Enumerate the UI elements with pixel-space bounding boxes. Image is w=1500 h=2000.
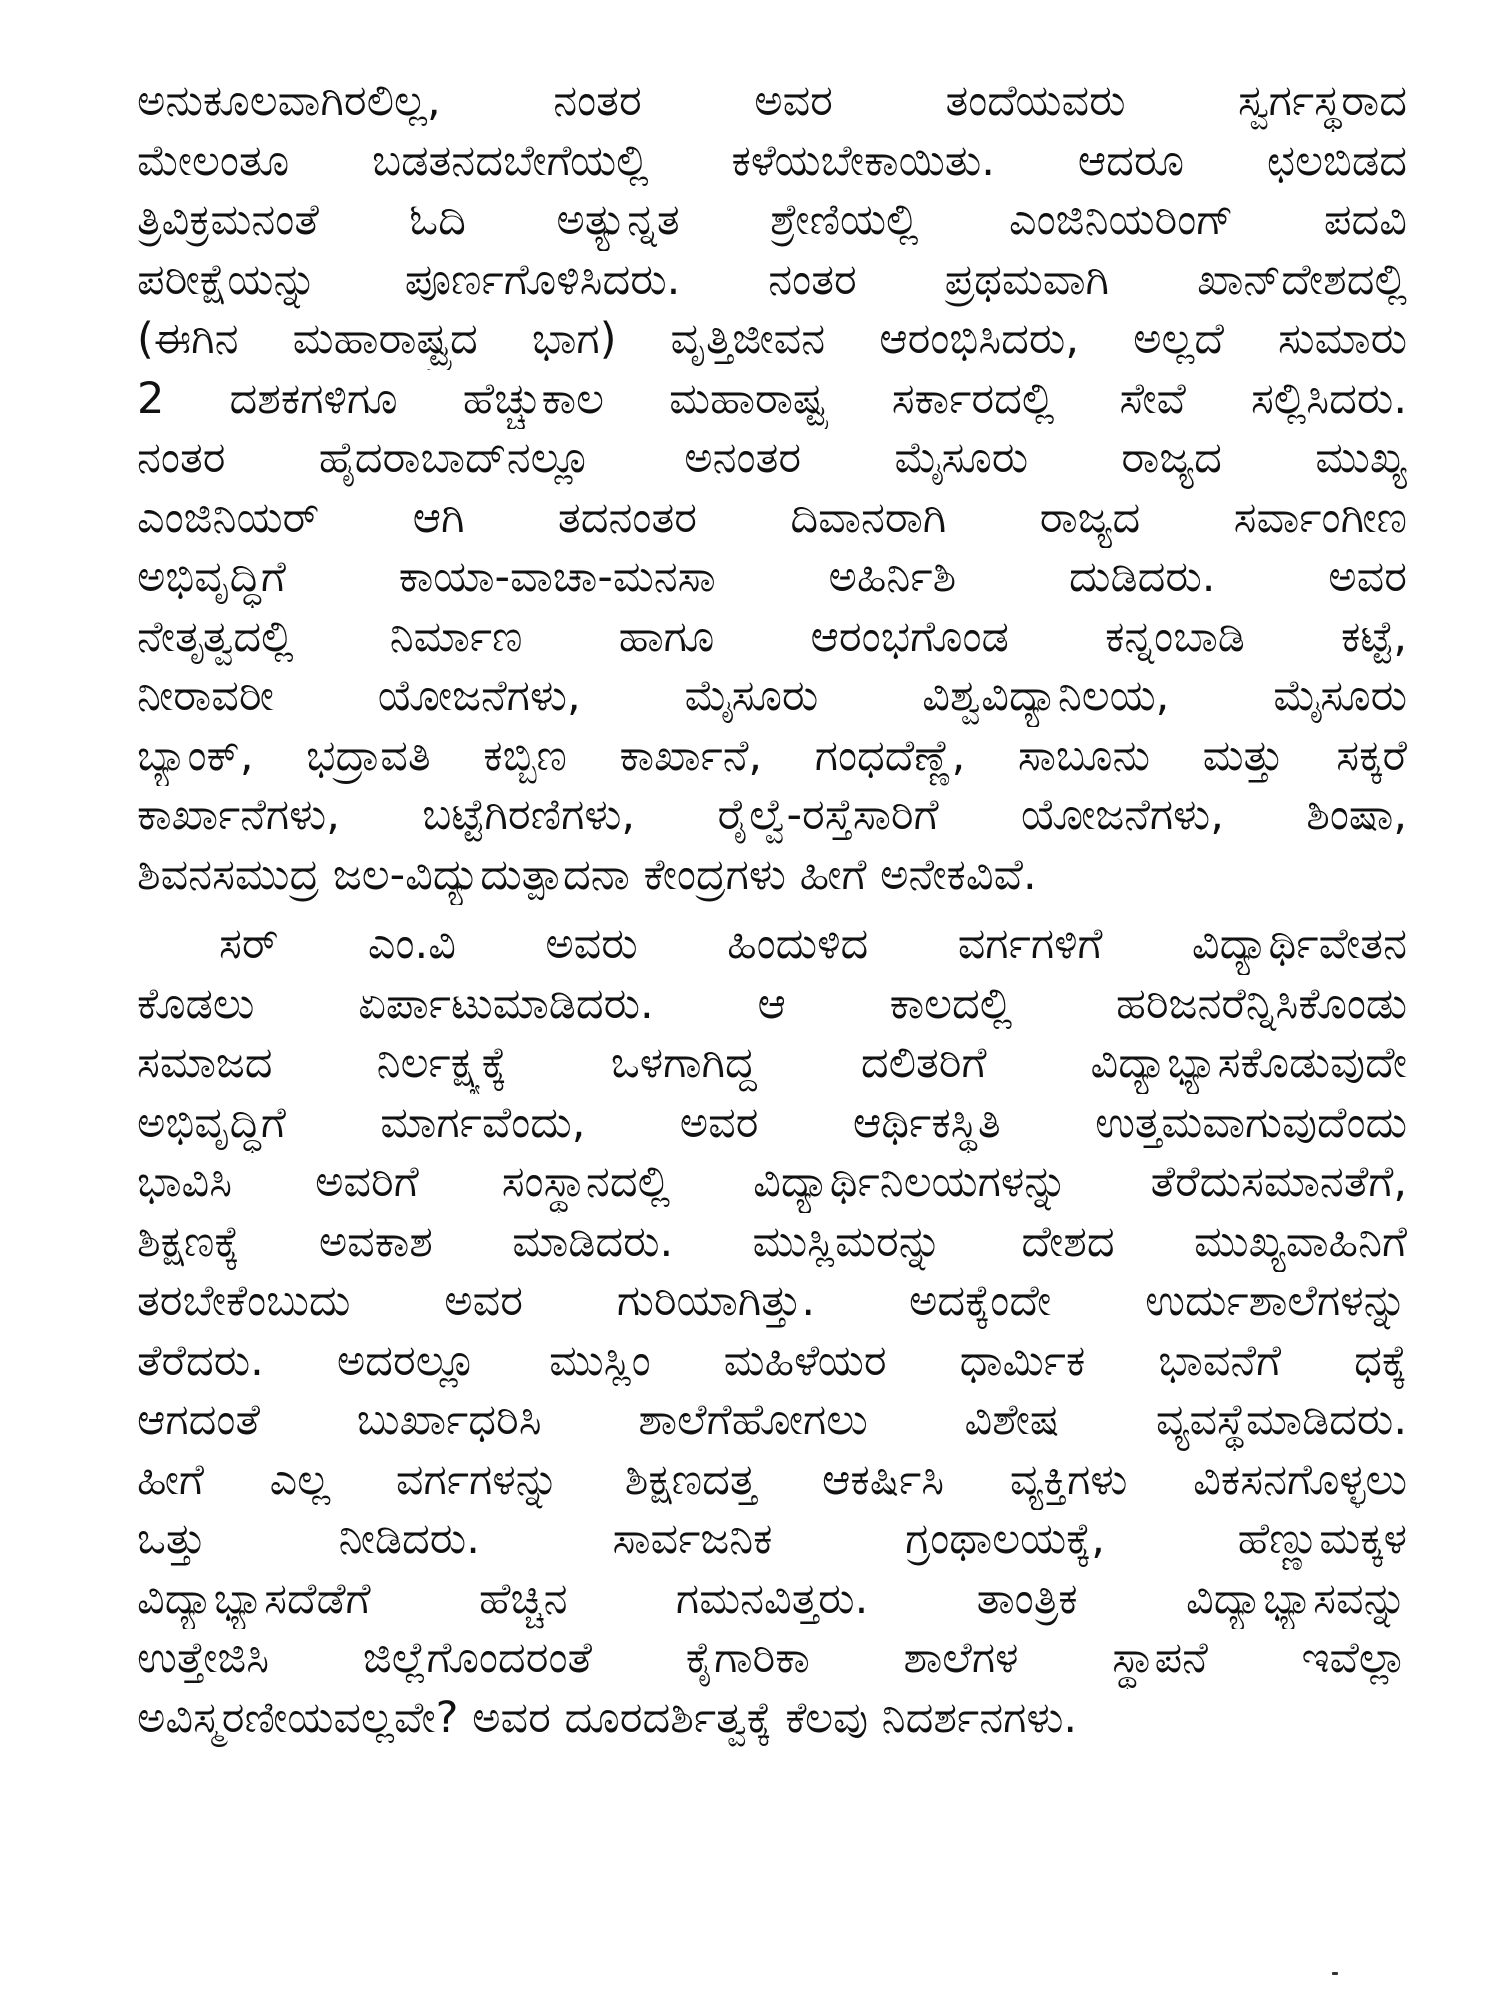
body-text — [137, 72, 1407, 1748]
text-line: ಪರೀಕ್ಷೆಯನ್ನು ಪೂರ್ಣಗೊಳಿಸಿದರು. ನಂತರ ಪ್ರಥಮವಾಗಿ ಖಾನ್‌ದೇಶದಲ್ಲಿ — [137, 254, 1407, 305]
text-line: ತ್ರಿವಿಕ್ರಮನಂತೆ ಓದಿ ಅತ್ಯುನ್ನತ ಶ್ರೇಣಿಯಲ್ಲಿ ಎಂಜಿನಿಯರಿಂಗ್ ಪದವಿ — [137, 195, 1407, 245]
paragraph-gap — [137, 905, 1407, 915]
text-line: ವಿದ್ಯಾಭ್ಯಾಸದೆಡೆಗೆ ಹೆಚ್ಚಿನ ಗಮನವಿತ್ತರು. ತಾಂತ್ರಿಕ ವಿದ್ಯಾಭ್ಯಾಸವನ್ನು — [137, 1573, 1407, 1624]
text-line: ಮೇಲಂತೂ ಬಡತನದಬೇಗೆಯಲ್ಲಿ ಕಳೆಯಬೇಕಾಯಿತು. ಆದರೂ ಛಲಬಿಡದ — [137, 135, 1407, 186]
text-line: ಎಂಜಿನಿಯರ್ ಆಗಿ ತದನಂತರ ದಿವಾನರಾಗಿ ರಾಜ್ಯದ ಸರ್ವಾಂಗೀಣ — [137, 492, 1407, 543]
text-line: ತರಬೇಕೆಂಬುದು ಅವರ ಗುರಿಯಾಗಿತ್ತು. ಅದಕ್ಕೆಂದೇ ಉರ್ದುಶಾಲೆಗಳನ್ನು — [137, 1276, 1407, 1326]
text-line: ತೆರೆದರು. ಅದರಲ್ಲೂ ಮುಸ್ಲಿಂ ಮಹಿಳೆಯರ ಧಾರ್ಮಿಕ ಭಾವನೆಗೆ ಧಕ್ಕೆ — [137, 1335, 1407, 1386]
text-line: ಆಗದಂತೆ ಬುರ್ಖಾಧರಿಸಿ ಶಾಲೆಗೆಹೋಗಲು ವಿಶೇಷ ವ್ಯವಸ್ಥೆಮಾಡಿದರು. — [137, 1395, 1407, 1445]
text-line: ಅಭಿವೃದ್ಧಿಗೆ ಮಾರ್ಗವೆಂದು, ಅವರ ಆರ್ಥಿಕಸ್ಥಿತಿ ಉತ್ತಮವಾಗುವುದೆಂದು — [137, 1097, 1407, 1148]
text-line: ಶಿವನಸಮುದ್ರ ಜಲ-ವಿದ್ಯುದುತ್ಪಾದನಾ ಕೇಂದ್ರಗಳು ಹೀಗೆ ಅನೇಕವಿವೆ. — [137, 849, 1037, 900]
text-line: ಅಭಿವೃದ್ಧಿಗೆ ಕಾಯಾ-ವಾಚಾ-ಮನಸಾ ಅಹಿರ್ನಿಶಿ ದುಡಿದರು. ಅವರ — [137, 552, 1407, 602]
text-line: ನೀರಾವರೀ ಯೋಜನೆಗಳು, ಮೈಸೂರು ವಿಶ್ವವಿದ್ಯಾನಿಲಯ, ಮೈಸೂರು — [137, 671, 1407, 721]
paragraph-2 — [137, 915, 1407, 1748]
text-line: ಅನುಕೂಲವಾಗಿರಲಿಲ್ಲ, ನಂತರ ಅವರ ತಂದೆಯವರು ಸ್ವರ್ಗಸ್ಥರಾದ — [137, 76, 1407, 126]
scan-mark — [1332, 1972, 1338, 1975]
text-line: ನೇತೃತ್ವದಲ್ಲಿ ನಿರ್ಮಾಣ ಹಾಗೂ ಆರಂಭಗೊಂಡ ಕನ್ನಂಬಾಡಿ ಕಟ್ಟೆ, — [137, 611, 1407, 662]
text-line: ಸಮಾಜದ ನಿರ್ಲಕ್ಷ್ಯಕ್ಕೆ ಒಳಗಾಗಿದ್ದ ದಲಿತರಿಗೆ ವಿದ್ಯಾಭ್ಯಾಸಕೊಡುವುದೇ — [137, 1038, 1407, 1088]
text-line: (ಈಗಿನ ಮಹಾರಾಷ್ಟ್ರದ ಭಾಗ) ವೃತ್ತಿಜೀವನ ಆರಂಭಿಸಿದರು, ಅಲ್ಲದೆ ಸುಮಾರು — [137, 314, 1407, 364]
text-line: ಕೊಡಲು ಏರ್ಪಾಟುಮಾಡಿದರು. ಆ ಕಾಲದಲ್ಲಿ ಹರಿಜನರೆನ್ನಿಸಿಕೊಂಡು — [137, 978, 1407, 1029]
paragraph-1 — [137, 72, 1407, 905]
text-line: ನಂತರ ಹೈದರಾಬಾದ್‌ನಲ್ಲೂ ಅನಂತರ ಮೈಸೂರು ರಾಜ್ಯದ ಮುಖ್ಯ — [137, 433, 1407, 483]
text-line: ಅವಿಸ್ಮರಣೀಯವಲ್ಲವೇ? ಅವರ ದೂರದರ್ಶಿತ್ವಕ್ಕೆ ಕೆಲವು ನಿದರ್ಶನಗಳು. — [137, 1692, 1078, 1743]
text-line: ಒತ್ತು ನೀಡಿದರು. ಸಾರ್ವಜನಿಕ ಗ್ರಂಥಾಲಯಕ್ಕೆ, ಹೆಣ್ಣುಮಕ್ಕಳ — [137, 1514, 1407, 1564]
text-line: 2 ದಶಕಗಳಿಗೂ ಹೆಚ್ಚುಕಾಲ ಮಹಾರಾಷ್ಟ್ರ ಸರ್ಕಾರದಲ್ಲಿ ಸೇವೆ ಸಲ್ಲಿಸಿದರು. — [137, 373, 1407, 424]
text-line: ಉತ್ತೇಜಿಸಿ ಜಿಲ್ಲೆಗೊಂದರಂತೆ ಕೈಗಾರಿಕಾ ಶಾಲೆಗಳ ಸ್ಥಾಪನೆ ಇವೆಲ್ಲಾ — [137, 1633, 1407, 1683]
text-line: ಸರ್ ಎಂ.ವಿ ಅವರು ಹಿಂದುಳಿದ ವರ್ಗಗಳಿಗೆ ವಿದ್ಯಾರ್ಥಿವೇತನ — [219, 919, 1407, 969]
text-line: ಬ್ಯಾಂಕ್, ಭದ್ರಾವತಿ ಕಬ್ಬಿಣ ಕಾರ್ಖಾನೆ, ಗಂಧದೆಣ್ಣೆ, ಸಾಬೂನು ಮತ್ತು ಸಕ್ಕರೆ — [137, 730, 1407, 781]
text-line: ಕಾರ್ಖಾನೆಗಳು, ಬಟ್ಟೆಗಿರಣಿಗಳು, ರೈಲ್ವೆ-ರಸ್ತೆಸಾರಿಗೆ ಯೋಜನೆಗಳು, ಶಿಂಷಾ, — [137, 790, 1407, 840]
text-line: ಭಾವಿಸಿ ಅವರಿಗೆ ಸಂಸ್ಥಾನದಲ್ಲಿ ವಿದ್ಯಾರ್ಥಿನಿಲಯಗಳನ್ನು ತೆರೆದುಸಮಾನತೆಗೆ, — [137, 1157, 1407, 1207]
text-line: ಶಿಕ್ಷಣಕ್ಕೆ ಅವಕಾಶ ಮಾಡಿದರು. ಮುಸ್ಲಿಮರನ್ನು ದೇಶದ ಮುಖ್ಯವಾಹಿನಿಗೆ — [137, 1216, 1407, 1267]
text-line: ಹೀಗೆ ಎಲ್ಲ ವರ್ಗಗಳನ್ನು ಶಿಕ್ಷಣದತ್ತ ಆಕರ್ಷಿಸಿ ವ್ಯಕ್ತಿಗಳು ವಿಕಸನಗೊಳ್ಳಲು — [137, 1454, 1407, 1505]
